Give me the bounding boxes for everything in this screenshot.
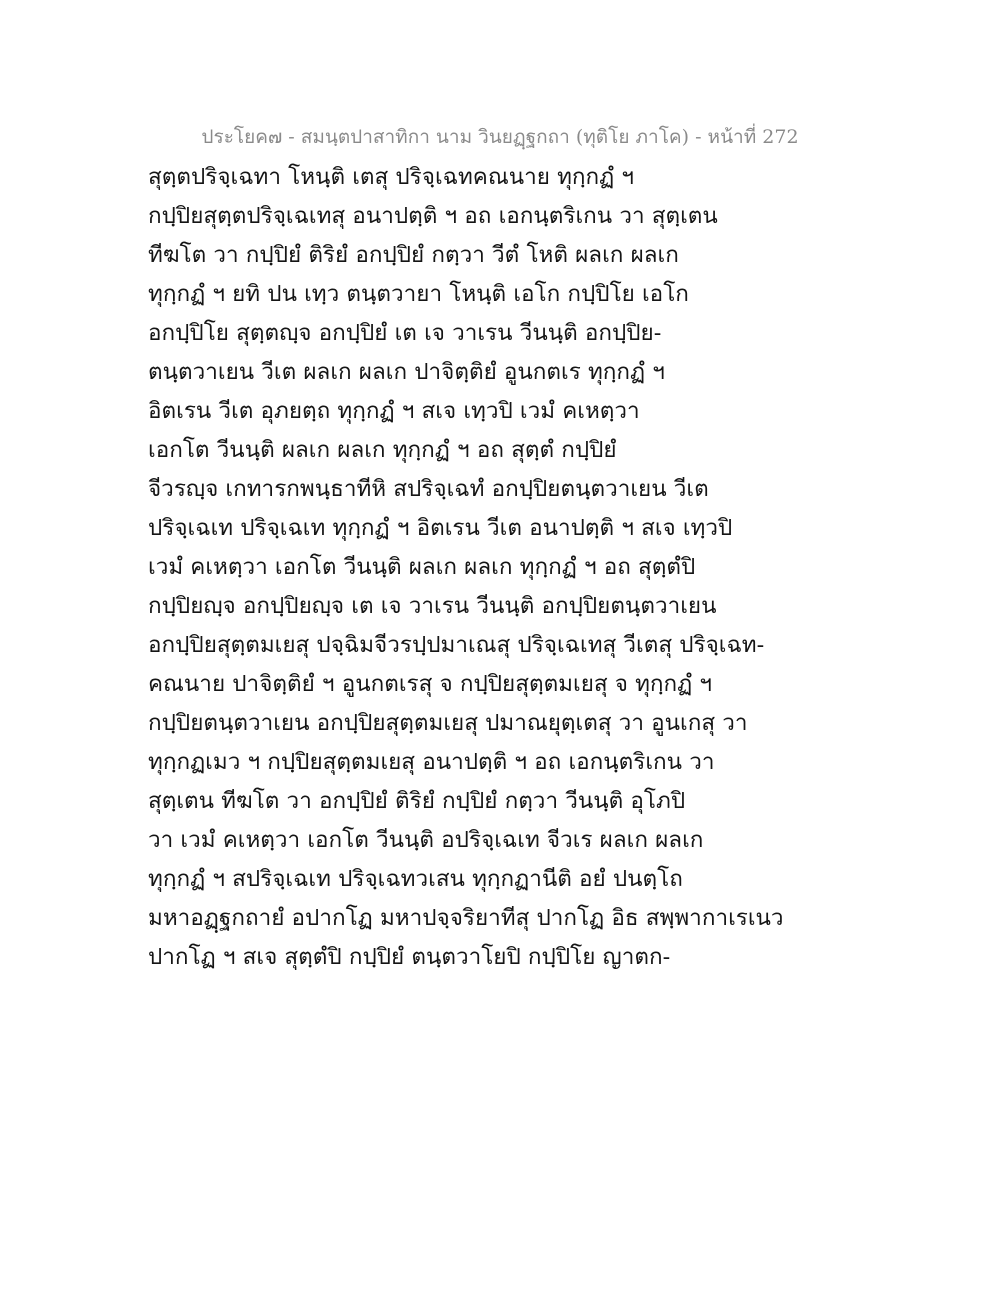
text-line: ทุกฺกฏํ ฯ ยทิ ปน เทฺว ตนฺตวายา โหนฺติ เอโก กปฺปิโย เอโก [148,281,689,307]
text-line: ทีฆโต วา กปฺปิยํ ติริยํ อกปฺปิยํ กตฺวา วีตํ โหติ ผลเก ผลเก [148,242,679,268]
text-line: กปฺปิยญฺจ อกปฺปิยญฺจ เต เจ วาเรน วีนนฺติ อกปฺปิยตนฺตวาเยน [148,593,717,619]
body-text [148,158,868,977]
text-line: ทุกฺกฏเมว ฯ กปฺปิยสุตฺตมเยสุ อนาปตฺติ ฯ อถ เอกนฺตริเกน วา [148,749,715,775]
text-line: อกปฺปิโย สุตฺตญฺจ อกปฺปิยํ เต เจ วาเรน วีนนฺติ อกปฺปิย- [148,320,662,346]
text-line: ปริจฺเฉเท ปริจฺเฉเท ทุกฺกฏํ ฯ อิตเรน วีเต อนาปตฺติ ฯ สเจ เทฺวปิ [148,515,733,541]
text-line: อิตเรน วีเต อุภยตฺถ ทุกฺกฏํ ฯ สเจ เทฺวปิ เวมํ คเหตฺวา [148,398,640,424]
text-line: สุตฺเตน ทีฆโต วา อกปฺปิยํ ติริยํ กปฺปิยํ กตฺวา วีนนฺติ อุโภปิ [148,788,686,814]
text-line: ปากโฏ ฯ สเจ สุตฺตํปิ กปฺปิยํ ตนฺตวาโยปิ กปฺปิโย ญาตก- [148,944,671,970]
text-line: วา เวมํ คเหตฺวา เอกโต วีนนฺติ อปริจฺเฉเท จีวเร ผลเก ผลเก [148,827,704,853]
text-line: จีวรญฺจ เกทารกพนฺธาทีหิ สปริจฺเฉทํ อกปฺปิยตนฺตวาเยน วีเต [148,476,709,502]
text-line: คณนาย ปาจิตฺติยํ ฯ อูนกตเรสุ จ กปฺปิยสุตฺตมเยสุ จ ทุกฺกฏํ ฯ [148,671,713,697]
text-line: กปฺปิยตนฺตวาเยน อกปฺปิยสุตฺตมเยสุ ปมาณยุตฺเตสุ วา อูนเกสุ วา [148,710,748,736]
text-line: มหาอฏฺฐกถายํ อปากโฏ มหาปจฺจริยาทีสุ ปากโฏ อิธ สพฺพากาเรเนว [148,905,784,931]
text-line: ทุกฺกฏํ ฯ สปริจฺเฉเท ปริจฺเฉทวเสน ทุกฺกฏานีติ อยํ ปนตฺโถ [148,866,683,892]
page-header: ประโยค๗ - สมนฺตปาสาทิกา นาม วินยฏฺฐกถา (ทุติโย ภาโค) - หน้าที่ 272 [201,126,799,148]
text-line: ตนฺตวาเยน วีเต ผลเก ผลเก ปาจิตฺติยํ อูนกตเร ทุกฺกฏํ ฯ [148,359,665,385]
text-line: อกปฺปิยสุตฺตมเยสุ ปจฺฉิมจีวรปฺปมาเณสุ ปริจฺเฉเทสุ วีเตสุ ปริจฺเฉท- [148,632,765,658]
text-line: เวมํ คเหตฺวา เอกโต วีนนฺติ ผลเก ผลเก ทุกฺกฏํ ฯ อถ สุตฺตํปิ [148,554,696,580]
text-line: เอกโต วีนนฺติ ผลเก ผลเก ทุกฺกฏํ ฯ อถ สุตฺตํ กปฺปิยํ [148,437,617,463]
text-line: กปฺปิยสุตฺตปริจฺเฉเทสุ อนาปตฺติ ฯ อถ เอกนฺตริเกน วา สุตฺเตน [148,203,718,229]
text-line: สุตฺตปริจฺเฉทา โหนฺติ เตสุ ปริจฺเฉทคณนาย ทุกฺกฏํ ฯ [148,164,635,190]
